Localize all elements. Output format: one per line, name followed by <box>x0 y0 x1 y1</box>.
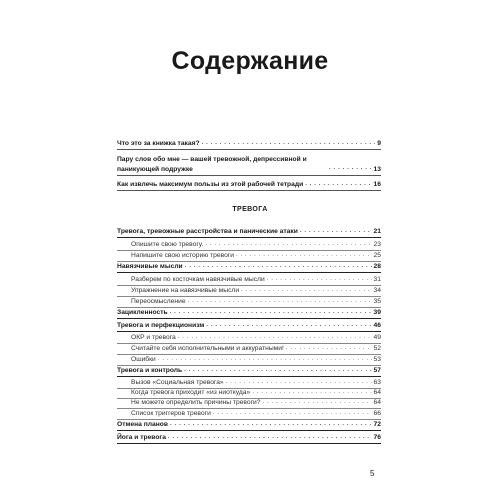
toc-subentry-page: 35 <box>373 298 381 305</box>
dot-leader <box>158 355 372 363</box>
toc-intro-3 <box>117 180 381 191</box>
toc-subentry-title: Когда тревога приходит «из ниоткуда» <box>131 389 251 396</box>
toc-entry-page: 9 <box>377 140 381 147</box>
dot-leader <box>226 378 372 386</box>
toc-sub <box>117 240 381 251</box>
toc-subentry-title: Вызов «Социальная тревога» <box>131 379 224 386</box>
toc-chapter <box>117 366 381 377</box>
toc-subentry-page: 49 <box>373 334 381 341</box>
toc-entry-title: Тревога и перфекционизм <box>117 322 205 329</box>
toc-entry[interactable] <box>117 366 381 377</box>
dot-leader <box>213 409 372 417</box>
toc-subentry[interactable] <box>117 398 381 409</box>
toc-subentry[interactable] <box>117 297 381 308</box>
toc-entry[interactable] <box>117 180 381 191</box>
dot-leader <box>305 180 371 188</box>
toc-subentry-title: Напишите свою историю тревоги <box>131 252 234 259</box>
toc-intro-2 <box>117 155 381 176</box>
toc-entry-title: Что это за книжка такая? <box>117 140 200 147</box>
dot-leader <box>170 420 372 428</box>
toc-entry-page: 28 <box>373 263 381 270</box>
toc-entry-page: 21 <box>373 228 381 235</box>
dot-leader <box>188 297 372 305</box>
toc-entry-page: 72 <box>373 421 381 428</box>
toc-subentry[interactable] <box>117 240 381 251</box>
toc-entry[interactable] <box>117 262 381 273</box>
toc-sub <box>117 355 381 366</box>
toc-subentry[interactable] <box>117 333 381 344</box>
dot-leader <box>267 275 372 283</box>
dot-leader <box>184 366 371 374</box>
toc-subentry[interactable] <box>117 275 381 286</box>
toc-subentry-page: 23 <box>373 241 381 248</box>
toc-entry[interactable] <box>117 308 381 319</box>
dot-leader <box>205 240 371 248</box>
toc-subentry-title: Разберем по косточкам навязчивые мысли <box>131 276 265 283</box>
toc-entry-title: Пару слов обо мне — вашей тревожной, депрессивной и паникующей подружке <box>117 156 307 173</box>
dot-leader <box>252 388 371 396</box>
toc-entry[interactable] <box>117 420 381 431</box>
toc-subentry-title: Считайте себя исполнительными и аккуратными! <box>131 345 284 352</box>
toc-chapter <box>117 433 381 444</box>
toc-sub <box>117 275 381 286</box>
dot-leader <box>286 344 372 352</box>
toc-entry[interactable] <box>117 227 381 238</box>
toc-subentry-page: 52 <box>373 345 381 352</box>
toc-chapter <box>117 227 381 238</box>
dot-leader <box>236 251 372 259</box>
toc-entry-title: Отмена планов <box>117 421 169 428</box>
toc-intro <box>117 139 381 150</box>
toc-sub <box>117 286 381 297</box>
toc-chapter <box>117 262 381 273</box>
toc-entry-page: 39 <box>373 309 381 316</box>
toc-chapter <box>117 308 381 319</box>
toc-entry-title: Йога и тревога <box>117 434 166 441</box>
toc-subentry[interactable] <box>117 286 381 297</box>
toc-subentry-title: Упражнение на навязчивые мысли <box>131 287 240 294</box>
toc-subentry-page: 64 <box>373 399 381 406</box>
toc-subentry-title: Список триггеров тревоги <box>131 410 211 417</box>
dot-leader <box>168 433 372 441</box>
toc-subentry-title: Ошибки <box>131 356 156 363</box>
toc-subentry-page: 25 <box>373 252 381 259</box>
toc-subentry[interactable] <box>117 355 381 366</box>
dot-leader <box>185 262 372 270</box>
toc-entry[interactable] <box>117 321 381 332</box>
page-title: Содержание <box>171 47 329 75</box>
toc-sub <box>117 398 381 409</box>
toc-entry-title: Как извлечь максимум пользы из этой рабочей тетради <box>117 181 304 188</box>
section-heading: ТРЕВОГА <box>232 206 268 213</box>
toc-sub <box>117 409 381 420</box>
toc-entry-title: Тревога и контроль <box>117 367 183 374</box>
toc-subentry-page: 63 <box>373 379 381 386</box>
dot-leader <box>202 139 376 147</box>
toc-sub <box>117 344 381 355</box>
toc-chapter <box>117 321 381 332</box>
dot-leader <box>329 164 372 174</box>
toc-subentry-page: 34 <box>373 287 381 294</box>
dot-leader <box>206 321 371 329</box>
toc-entry-title: Зацикленность <box>117 309 168 316</box>
toc-chapter <box>117 420 381 431</box>
dot-leader <box>241 286 371 294</box>
page-number: 5 <box>370 469 375 478</box>
toc-entry-page: 76 <box>373 434 381 441</box>
toc-subentry-page: 66 <box>373 410 381 417</box>
toc-entry-page: 16 <box>373 181 381 188</box>
dot-leader <box>263 398 372 406</box>
toc-subentry-title: Переосмысление <box>131 298 186 305</box>
toc-subentry-page: 31 <box>373 276 381 283</box>
dot-leader <box>300 227 372 235</box>
toc-sub <box>117 251 381 262</box>
toc-entry-title: Навязчивые мысли <box>117 263 183 270</box>
toc-subentry[interactable] <box>117 409 381 420</box>
toc-entry-title: Тревога, тревожные расстройства и панические атаки <box>117 228 298 235</box>
toc-subentry-title: ОКР и тревога <box>131 334 176 341</box>
toc-subentry-title: Не можете определить причины тревоги? <box>131 399 261 406</box>
toc-subentry-page: 53 <box>373 356 381 363</box>
toc-sub <box>117 333 381 344</box>
dot-leader <box>170 308 372 316</box>
toc-subentry[interactable] <box>117 251 381 262</box>
toc-entry-page: 13 <box>373 165 381 173</box>
toc-entry[interactable] <box>117 155 381 176</box>
toc-subentry-page: 64 <box>373 389 381 396</box>
toc-sub <box>117 297 381 308</box>
toc-entry-page: 46 <box>373 322 381 329</box>
dot-leader <box>178 333 372 341</box>
toc-entry-page: 57 <box>373 367 381 374</box>
toc-subentry-title: Опишите свою тревогу. <box>131 241 204 248</box>
toc-entry[interactable] <box>117 433 381 444</box>
toc-subentry[interactable] <box>117 344 381 355</box>
toc-entry[interactable] <box>117 139 381 150</box>
